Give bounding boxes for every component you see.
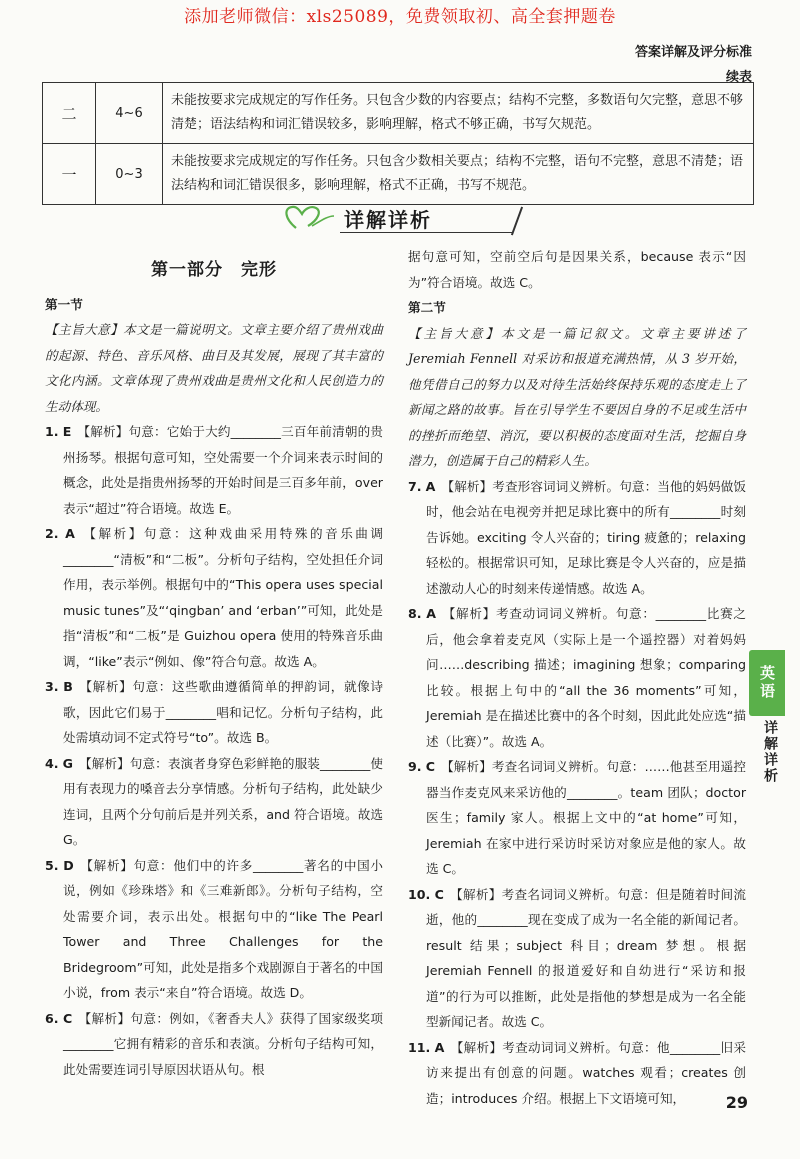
item-explanation: 【解析】句意：这种戏曲采用特殊的音乐曲调________“清板”和“二板”。分析句子结构，空处担任介词作用，表示举例。根据句中的“This opera uses special music tunes”及“‘qingban’ and ‘erban’”可知，此处是指“清板”和“二板”是 Guizhou opera 使用的特殊音乐曲调，“like”表示“例如、像”符合句意。故选 A。 — [63, 526, 384, 669]
scoring-table — [42, 82, 754, 205]
answer-item — [408, 601, 746, 754]
range-cell: 0~3 — [96, 144, 163, 205]
item-explanation: 【解析】考查动词词义辨析。句意：他________旧采访来提出有创意的问题。watches 观看；creates 创造；introduces 介绍。根据上下文语境可知， — [426, 1039, 746, 1106]
item-answer: A — [425, 478, 436, 494]
item-number: 8. — [408, 606, 422, 621]
header-title: 答案详解及评分标准 — [634, 45, 752, 60]
item-answer: A — [65, 526, 75, 541]
answer-item — [45, 853, 383, 1006]
section-underline — [340, 232, 512, 233]
side-label: 详解详析 — [762, 720, 778, 784]
item-number: 7. — [408, 478, 422, 494]
item-explanation: 【解析】句意：表演者身穿色彩鲜艳的服装________使用有表现力的嗓音去分享情感。分析句子结构，此处缺少连词，且两个分句前后是并列关系，and 符合语境。故选 G。 — [63, 755, 383, 847]
answer-item — [45, 751, 383, 853]
item-answer: C — [62, 1010, 73, 1026]
item-answer: A — [426, 606, 437, 621]
item-answer: A — [434, 1039, 445, 1055]
table-row — [43, 83, 754, 144]
item-number: 5. — [45, 857, 59, 873]
subject-tab: 英语 — [749, 650, 785, 716]
item-explanation: 【解析】考查动词词义辨析。句意：________比赛之后，他会拿着麦克风（实际上是一个遥控器）对着妈妈问……describing 描述；imagining 想象；comparing 比较。根据上句中的“all the 36 moments”可知，Jeremiah 是在描述比赛中的各个时刻，因此此处应选“描述（比赛）”。故选 A。 — [426, 606, 746, 749]
item-explanation: 【解析】考查名词词义辨析。句意：但是随着时间流逝，他的________现在变成了成为一名全能的新闻记者。result 结果；subject 科目；dream 梦想。根据 Jeremiah Fennell 的报道爱好和自幼进行“采访和报道”的行为可以推断，此处是指他的梦想是成为一名全能型新闻记者。故选 C。 — [426, 886, 746, 1029]
level-cell: 二 — [43, 83, 96, 144]
answer-item — [408, 474, 746, 602]
page-number: 29 — [725, 1093, 748, 1112]
watermark-text: 添加老师微信：xls25089，免费领取初、高全套押题卷 — [184, 7, 616, 27]
description-cell: 未能按要求完成规定的写作任务。只包含少数的内容要点；结构不完整，多数语句欠完整，意思不够清楚；语法结构和词汇错误较多，影响理解，格式不够正确，书写欠规范。 — [163, 83, 754, 144]
item-explanation: 【解析】句意：他们中的许多________著名的中国小说，例如《珍珠塔》和《三难新郎》。分析句子结构，空处需要介词，表示出处。根据句中的“like The Pearl Tower and Three Challenges for the Bridegroom”可知，此处是指多个戏剧源自于著名的中国小说，from 表示“来自”符合语境。故选 D。 — [63, 857, 383, 1000]
right-column — [408, 244, 746, 1111]
subsection-label: 第二节 — [408, 300, 446, 315]
answer-item — [408, 882, 746, 1035]
item-explanation: 【解析】句意：例如，《奢香夫人》获得了国家级奖项________它拥有精彩的音乐和表演。分析句子结构可知，此处需要连词引导原因状语从句。根 — [63, 1010, 383, 1077]
item-number: 3. — [45, 679, 59, 694]
subsection-label: 第一节 — [45, 296, 83, 312]
continued-text: 据句意可知，空前空后句是因果关系，because 表示“因为”符合语境。故选 C。 — [408, 249, 746, 290]
left-column — [45, 252, 383, 1082]
table-row — [43, 144, 754, 205]
section-slash — [511, 207, 523, 236]
item-number: 1. — [45, 424, 59, 439]
item-explanation: 【解析】考查名词词义辨析。句意：……他甚至用遥控器当作麦克风来采访他的________。team 团队；doctor 医生；family 家人。根据上文中的“at home”可知，Jeremiah 在家中进行采访时采访对象应是他的家人。故选 C。 — [426, 759, 746, 876]
heart-icon — [282, 202, 336, 232]
section-banner — [282, 198, 522, 238]
item-explanation: 【解析】句意：这些歌曲遵循简单的押韵词，就像诗歌，因此它们易于________唱和记忆。分析句子结构，此处需填动词不定式符号“to”。故选 B。 — [63, 679, 383, 745]
range-cell: 4~6 — [96, 83, 163, 144]
answer-item — [45, 674, 383, 751]
part-title: 第一部分 完形 — [151, 260, 277, 280]
item-number: 4. — [45, 755, 59, 771]
header-continued: 续表 — [725, 70, 752, 85]
level-cell: 一 — [43, 144, 96, 205]
item-answer: C — [434, 886, 444, 902]
item-answer: E — [62, 424, 72, 439]
item-number: 11. — [408, 1039, 431, 1055]
description-cell: 未能按要求完成规定的写作任务。只包含少数相关要点；结构不完整，语句不完整，意思不清楚；语法结构和词汇错误很多，影响理解，格式不正确，书写不规范。 — [163, 144, 754, 205]
main-idea: 【主旨大意】本文是一篇记叙文。文章主要讲述了 Jeremiah Fennell 对采访和报道充满热情，从 3 岁开始，他凭借自己的努力以及对待生活始终保持乐观的态度走上了新闻之路的故事。旨在引导学生不要因自身的不足或生活中的挫折而绝望、消沉，要以积极的态度面对生活，挖掘自身潜力，创造属于自己的精彩人生。 — [408, 325, 746, 468]
answer-item — [408, 1035, 746, 1112]
answer-item — [45, 1006, 383, 1083]
answer-item — [45, 521, 383, 674]
item-number: 2. — [45, 526, 59, 541]
item-number: 6. — [45, 1010, 59, 1026]
item-answer: G — [62, 755, 73, 771]
item-answer: D — [63, 857, 74, 873]
item-number: 10. — [408, 886, 431, 902]
item-explanation: 【解析】考查形容词词义辨析。句意：当他的妈妈做饭时，他会站在电视旁并把足球比赛中的所有________时刻告诉她。exciting 令人兴奋的；tiring 疲惫的；relaxing 轻松的。根据常识可知，足球比赛是令人兴奋的，应是描述激动人心的时刻来传递情感。故选 A。 — [426, 478, 746, 596]
item-explanation: 【解析】句意：它始于大约________三百年前清朝的贵州扬琴。根据句意可知，空处需要一个介词来表示时间的概念，此处是指贵州扬琴的开始时间是三百多年前，over 表示“超过”符合语境。故选 E。 — [63, 424, 383, 516]
answer-item — [408, 754, 746, 882]
item-answer: C — [425, 759, 435, 774]
section-title: 详解详析 — [344, 208, 432, 232]
main-idea: 【主旨大意】本文是一篇说明文。文章主要介绍了贵州戏曲的起源、特色、音乐风格、曲目及其发展，展现了其丰富的文化内涵。文章体现了贵州戏曲是贵州文化和人民创造力的生动体现。 — [45, 322, 383, 414]
answer-item — [45, 419, 383, 521]
item-number: 9. — [408, 759, 422, 774]
item-answer: B — [63, 679, 73, 694]
